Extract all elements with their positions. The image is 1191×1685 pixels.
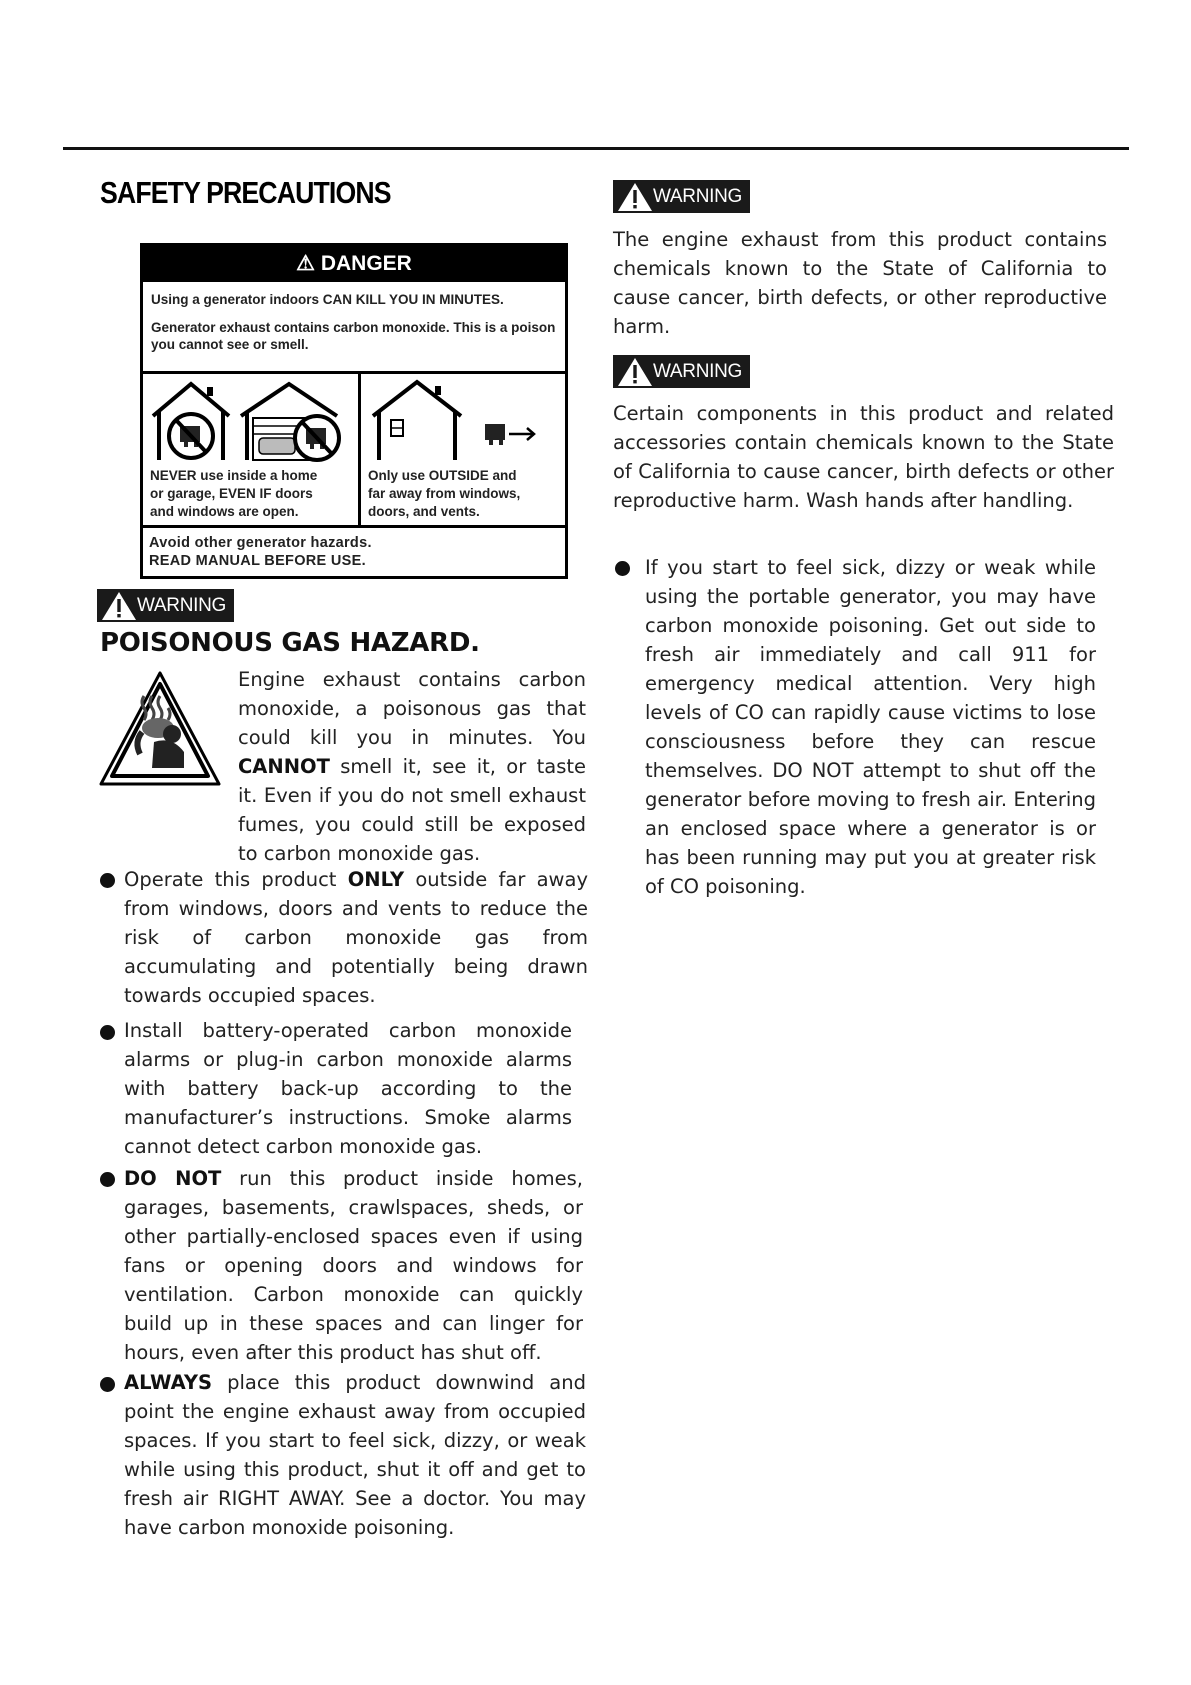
danger-footer-line-1: Avoid other generator hazards.: [149, 535, 372, 551]
hazard-title: POISONOUS GAS HAZARD.: [100, 628, 480, 658]
prop65-exhaust-warning: The engine exhaust from this product contains chemicals known to the State of California to cause cancer, birth defects, or other reproductive harm.: [613, 228, 1107, 338]
hazard-description-part-2: smell it, see it, or taste it. Even if you do not smell exhaust fumes, you could still be exposed to carbon monoxide gas.: [238, 755, 586, 865]
danger-label: [140, 243, 568, 579]
outdoors-instruction-line-3: doors, and vents.: [368, 504, 480, 519]
warning-badge-prop65-components: [613, 355, 750, 388]
warning-triangle-icon: [617, 182, 653, 212]
bullet-operate-only-outside: [124, 865, 588, 1010]
bullet-2-text: Install battery-operated carbon monoxide alarms or plug-in carbon monoxide alarms with battery back-up according to the manufacturer’s instructions. Smoke alarms cannot detect carbon monoxide gas.: [124, 1019, 572, 1158]
bullet-4-text: place this product downwind and point the engine exhaust away from occupied spaces. If you start to feel sick, dizzy, or weak while using this product, shut it off and get to fresh air RIGHT AWAY. See a doctor. You may have carbon monoxide poisoning.: [124, 1371, 586, 1539]
indoors-warning-line-3: and windows are open.: [150, 504, 299, 519]
indoors-warning-text: [150, 467, 317, 521]
outdoors-instruction-line-2: far away from windows,: [368, 486, 521, 501]
warning-badge-prop65-exhaust: [613, 180, 750, 213]
warning-badge-text: WARNING: [137, 595, 227, 616]
alert-triangle-icon: ⚠: [296, 252, 315, 275]
bullet-do-not-run-inside: [124, 1164, 583, 1367]
bullet-dot: [100, 1377, 115, 1392]
bullet-4-emphasis: ALWAYS: [124, 1371, 213, 1394]
bullet-always-downwind: [124, 1368, 586, 1542]
section-title: SAFETY PRECAUTIONS: [100, 175, 391, 210]
header-rule: [63, 147, 1129, 150]
toxic-fumes-hazard-icon: [98, 670, 222, 788]
outdoors-instruction-line-1: Only use OUTSIDE and: [368, 468, 517, 483]
hazard-description-emphasis: CANNOT: [238, 755, 330, 778]
danger-pictogram-row: [143, 371, 565, 528]
danger-line-1-prefix: Using a generator indoors: [151, 292, 323, 307]
outdoors-instruction-text: [368, 467, 520, 521]
bullet-1-emphasis: ONLY: [347, 868, 405, 891]
danger-panel-outdoors: [361, 374, 565, 525]
indoors-warning-line-2: or garage, EVEN IF doors: [150, 486, 313, 501]
danger-footer: [149, 534, 372, 570]
no-generator-indoors-icon: [149, 378, 354, 464]
danger-line-2: Generator exhaust contains carbon monoxide. This is a poison you cannot see or smell.: [151, 320, 556, 352]
warning-triangle-icon: [617, 357, 653, 387]
danger-heading: [143, 246, 565, 282]
bullet-dot: [100, 1172, 115, 1187]
hazard-description: [238, 665, 586, 868]
generator-outside-icon: [367, 378, 562, 464]
bullet-1-text: outside far away from windows, doors and vents to reduce the risk of carbon monoxide gas from accumulating and potentially being drawn towards occupied spaces.: [124, 868, 588, 1007]
bullet-dot: [100, 1025, 115, 1040]
danger-heading-text: DANGER: [320, 252, 412, 275]
bullet-3-text: run this product inside homes, garages, basements, crawlspaces, sheds, or other partially-enclosed spaces even if using fans or opening doors and windows for ventilation. Carbon monoxide can quickly build up in these spaces and can linger for hours, even after this product has shut off.: [124, 1167, 583, 1364]
warning-triangle-icon: [101, 591, 137, 621]
prop65-components-warning: Certain components in this product and related accessories contain chemicals known to the State of California to cause cancer, birth defects or other reproductive harm. Wash hands after handling.: [613, 402, 1114, 512]
bullet-3-emphasis: DO NOT: [124, 1167, 222, 1190]
indoors-warning-line-1: NEVER use inside a home: [150, 468, 318, 483]
bullet-dot: [100, 873, 115, 888]
warning-badge-text: WARNING: [653, 361, 743, 382]
warning-badge-text: WARNING: [653, 186, 743, 207]
bullet-dot: [615, 561, 630, 576]
bullet-install-co-alarms: [124, 1016, 572, 1161]
danger-line-1: [143, 291, 565, 308]
danger-panel-indoors: [143, 374, 361, 525]
bullet-feel-sick-co-poisoning: If you start to feel sick, dizzy or weak while using the portable generator, you may have carbon monoxide poisoning. Get out side to fresh air immediately and call 911 for emergency medical attention. Very high levels of CO can rapidly cause victims to lose consciousness before they can rescue themselves. DO NOT attempt to shut off the generator before moving to fresh air. Entering an enclosed space where a generator is or has been running may put you at greater risk of CO poisoning.: [645, 556, 1096, 898]
warning-badge-poisonous-gas: [97, 589, 234, 622]
danger-footer-line-2: READ MANUAL BEFORE USE.: [149, 553, 366, 569]
danger-line-1-emphasis: CAN KILL YOU IN MINUTES.: [322, 292, 504, 307]
bullet-1-prefix: Operate this product: [124, 868, 348, 891]
hazard-description-part-1: Engine exhaust contains carbon monoxide, a poisonous gas that could kill you in minutes. You: [238, 668, 586, 749]
